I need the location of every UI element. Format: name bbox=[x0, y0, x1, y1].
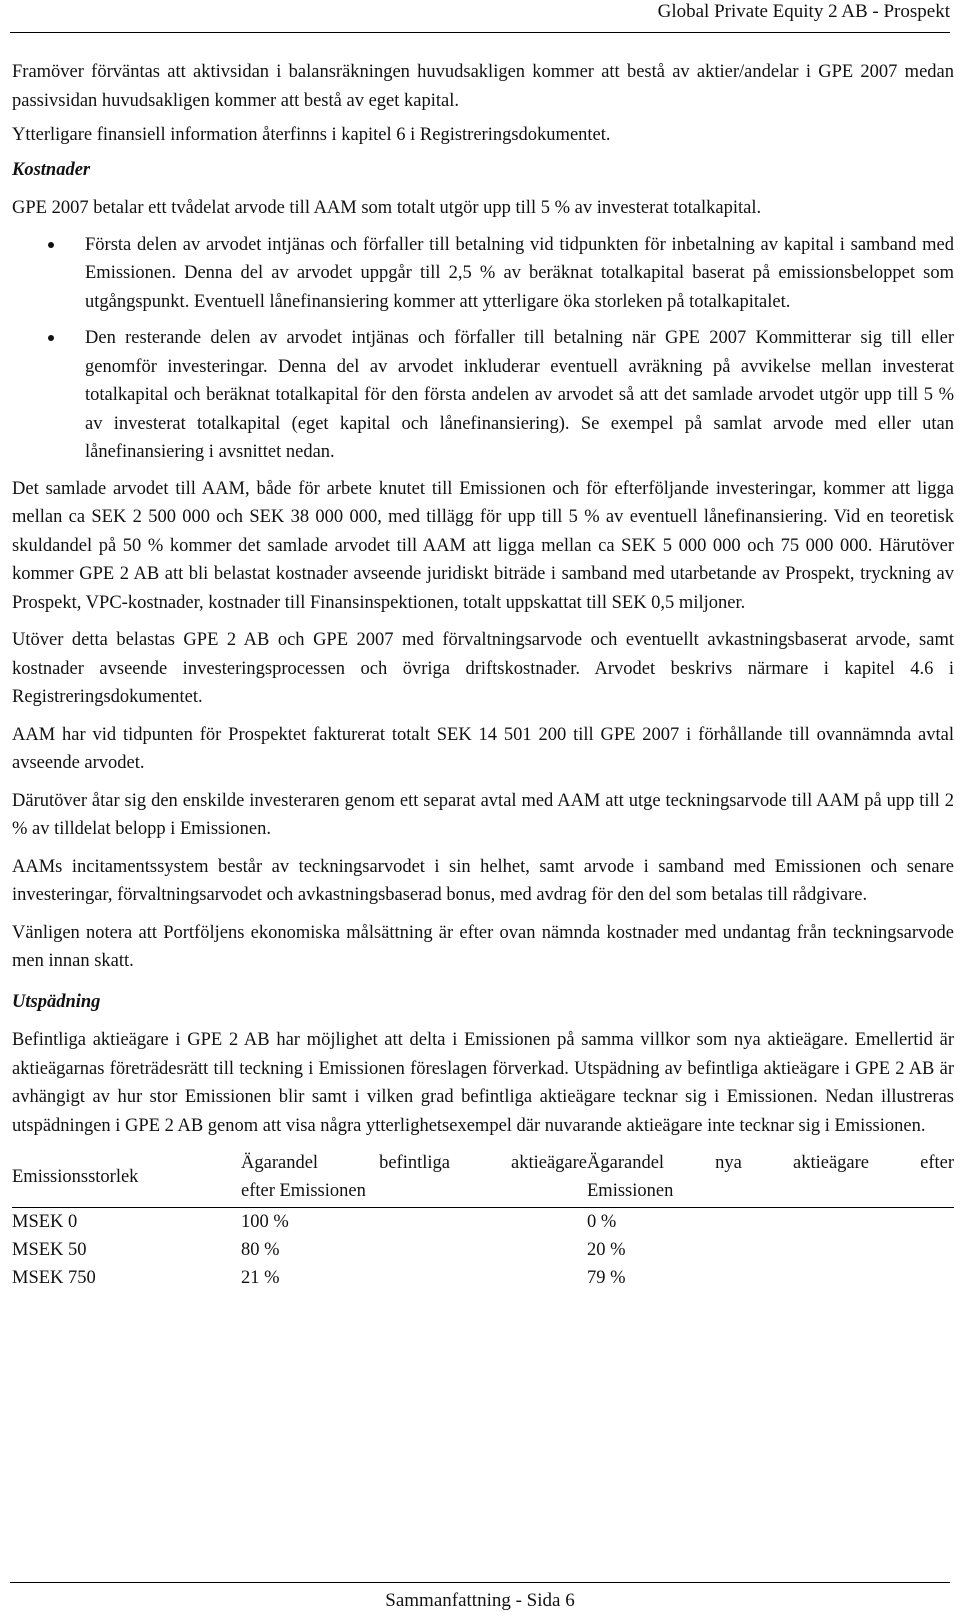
table-cell: 20 % bbox=[587, 1240, 626, 1260]
table-header-row bbox=[12, 1149, 954, 1208]
body-paragraph: Därutöver åtar sig den enskilde investeraren genom ett separat avtal med AAM att utge teckningsarvode till AAM på upp till 2 % av tilldelat belopp i Emissionen. bbox=[12, 790, 954, 839]
table-header-cell: Ägarandel nya aktieägare efter Emissionen bbox=[587, 1149, 954, 1208]
table-cell: 21 % bbox=[241, 1268, 280, 1288]
table-header-cell: Ägarandel befintliga aktieägare efter Emissionen bbox=[241, 1149, 587, 1208]
page-header: Global Private Equity 2 AB - Prospekt bbox=[657, 1, 950, 22]
page-content bbox=[12, 58, 954, 1292]
header-rule bbox=[10, 32, 950, 33]
body-paragraph: Vänligen notera att Portföljens ekonomiska målsättning är efter ovan nämnda kostnader med undantag från teckningsarvode men innan skatt. bbox=[12, 922, 954, 971]
body-paragraph: AAM har vid tidpunten för Prospektet fakturerat totalt SEK 14 501 200 till GPE 2007 i förhållande till ovannämnda avtal avseende arvodet. bbox=[12, 724, 954, 773]
table-row bbox=[12, 1264, 954, 1292]
body-paragraph: Utöver detta belastas GPE 2 AB och GPE 2007 med förvaltningsarvode och eventuellt avkastningsbaserat arvode, samt kostnader avseende investeringsprocessen och övriga driftskostnader. Arvodet beskrivs närmare i kapitel 4.6 i Registreringsdokumentet. bbox=[12, 630, 954, 707]
footer-rule bbox=[10, 1582, 950, 1583]
table-cell: MSEK 0 bbox=[12, 1212, 78, 1232]
table-cell: 79 % bbox=[587, 1268, 626, 1288]
dilution-table bbox=[12, 1149, 954, 1292]
table-header-cell: Emissionsstorlek bbox=[12, 1149, 241, 1208]
fee-bullet-list bbox=[12, 231, 954, 467]
body-paragraph: Befintliga aktieägare i GPE 2 AB har möjlighet att delta i Emissionen på samma villkor som nya aktieägare. Emellertid är aktieägarnas företrädesrätt till teckning i Emissionen föreslagen förverkad. Utspädning av befintliga aktieägare i GPE 2 AB är avhängigt av hur stor Emissionen blir samt i vilken grad befintliga aktieägare tecknar sig i Emissionen. Nedan illustreras utspädningen i GPE 2 AB genom att visa några ytterlighetsexempel där nuvarande aktieägare inte tecknar sig i Emissionen. bbox=[12, 1030, 954, 1136]
bullet-icon bbox=[48, 242, 54, 248]
section-heading-utspadning: Utspädning bbox=[12, 991, 101, 1012]
table-cell: MSEK 750 bbox=[12, 1268, 96, 1288]
page-footer: Sammanfattning - Sida 6 bbox=[385, 1590, 575, 1611]
table-cell: 100 % bbox=[241, 1212, 289, 1232]
list-item bbox=[12, 324, 954, 467]
intro-paragraph: Framöver förväntas att aktivsidan i balansräkningen huvudsakligen kommer att bestå av aktier/andelar i GPE 2007 medan passivsidan huvudsakligen kommer att bestå av eget kapital. bbox=[12, 62, 954, 111]
table-cell: MSEK 50 bbox=[12, 1240, 87, 1260]
table-row bbox=[12, 1236, 954, 1264]
section-heading-kostnader: Kostnader bbox=[12, 159, 91, 180]
body-paragraph: Det samlade arvodet till AAM, både för arbete knutet till Emissionen och för efterföljande investeringar, kommer att ligga mellan ca SEK 2 500 000 och SEK 38 000 000, med tillägg för upp till 5 % av eventuell lånefinansiering. Vid en teoretisk skuldandel på 50 % kommer det samlade arvodet till AAM att ligga mellan ca SEK 5 000 000 och 75 000 000. Härutöver kommer GPE 2 AB att bli belastat kostnader avseende juridiskt biträde i samband med utarbetande av Prospekt, tryckning av Prospekt, VPC-kostnader, kostnader till Finansinspektionen, totalt uppskattat till SEK 0,5 miljoner. bbox=[12, 478, 954, 613]
table-cell: 0 % bbox=[587, 1212, 617, 1232]
bullet-text: Den resterande delen av arvodet intjänas och förfaller till betalning när GPE 2007 Kommitterar sig till eller genomför investeringar. Denna del av arvodet inkluderar eventuell avräkning på avvikelse mellan investerat totalkapital och beräknat totalkapital för den första andelen av arvodet så att det samlade arvodet utgör upp till 5 % av investerat totalkapital (eget kapital och lånefinansiering). Se exempel på samlat arvode med eller utan lånefinansiering i avsnittet nedan. bbox=[85, 328, 954, 462]
table-cell: 80 % bbox=[241, 1240, 280, 1260]
bullet-text: Första delen av arvodet intjänas och förfaller till betalning vid tidpunkten för inbetalning av kapital i samband med Emissionen. Denna del av arvodet uppgår till 2,5 % av beräknat totalkapital baserat på emissionsbeloppet som utgångspunkt. Eventuell lånefinansiering kommer att ytterligare öka storleken på totalkapitalet. bbox=[85, 234, 954, 312]
bullet-icon bbox=[48, 335, 54, 341]
body-paragraph: AAMs incitamentssystem består av teckningsarvodet i sin helhet, samt arvode i samband med Emissionen och senare investeringar, förvaltningsarvodet och avkastningsbaserad bonus, med avdrag för den del som betalas till rådgivare. bbox=[12, 856, 954, 905]
intro-paragraph: Ytterligare finansiell information återfinns i kapitel 6 i Registreringsdokumentet. bbox=[12, 125, 611, 145]
table-row bbox=[12, 1208, 954, 1237]
kostnader-lead: GPE 2007 betalar ett tvådelat arvode till AAM som totalt utgör upp till 5 % av investerat totalkapital. bbox=[12, 198, 762, 218]
list-item bbox=[12, 231, 954, 317]
